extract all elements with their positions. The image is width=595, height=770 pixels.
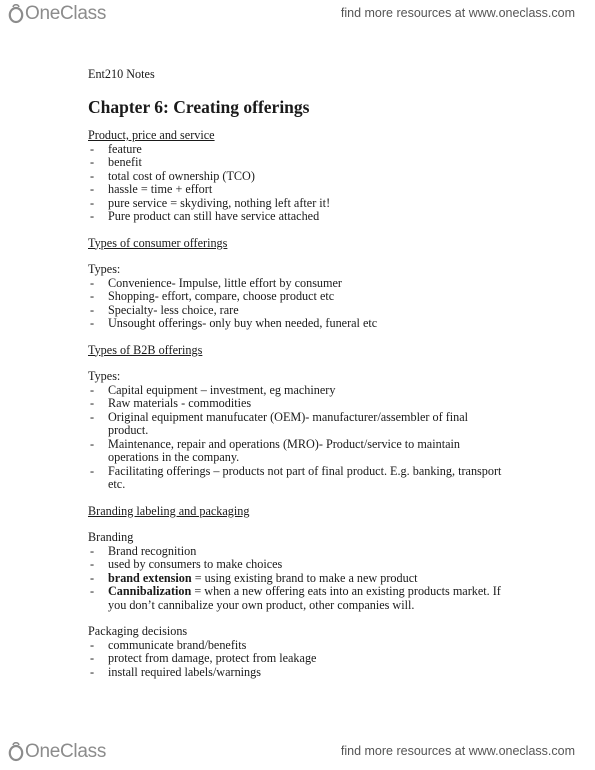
list-item: - Raw materials - commodities — [88, 397, 508, 411]
footer-tagline-link[interactable]: find more resources at www.oneclass.com — [340, 744, 575, 758]
list-item: - Shopping- effort, compare, choose product etc — [88, 290, 508, 304]
list-item: - used by consumers to make choices — [88, 558, 508, 572]
bullet-list — [88, 143, 508, 224]
page-header — [0, 0, 595, 28]
list-item: - Facilitating offerings – products not part of final product. E.g. banking, transport etc. — [88, 465, 508, 492]
list-item: - Capital equipment – investment, eg machinery — [88, 384, 508, 398]
bullet-list — [88, 384, 508, 492]
section-title: Types of consumer offerings — [88, 235, 228, 250]
header-tagline-link[interactable]: find more resources at www.oneclass.com — [340, 6, 575, 20]
list-item — [88, 585, 508, 612]
term-definition: = when a new offering eats into an existing products market. If you don’t cannibalize your own product, other companies will. — [108, 584, 501, 612]
bullet-list — [88, 639, 508, 680]
logo-text: OneClass — [25, 3, 107, 24]
bold-term: Cannibalization — [108, 584, 192, 598]
logo-text: OneClass — [25, 741, 107, 762]
subheading: Types: — [88, 262, 121, 276]
section-product-price-service — [88, 129, 508, 224]
list-item: - benefit — [88, 156, 508, 170]
list-item: - install required labels/warnings — [88, 666, 508, 680]
section-branding-packaging — [88, 505, 508, 680]
subheading: Branding — [88, 530, 134, 544]
section-title: Product, price and service — [88, 128, 215, 142]
course-label: Ent210 Notes — [88, 67, 155, 81]
section-title: Branding labeling and packaging — [88, 503, 250, 518]
subheading: Packaging decisions — [88, 624, 188, 638]
oneclass-logo[interactable] — [8, 3, 106, 25]
oneclass-logo-icon — [8, 4, 24, 24]
term-definition: = using existing brand to make a new product — [191, 570, 418, 585]
list-item: - protect from damage, protect from leakage — [88, 652, 508, 666]
subheading: Types: — [88, 369, 121, 383]
list-item — [88, 572, 508, 586]
list-item: - Maintenance, repair and operations (MRO)- Product/service to maintain operations in the company. — [88, 438, 508, 465]
list-item: - pure service = skydiving, nothing left after it! — [88, 197, 508, 211]
oneclass-logo-icon — [8, 742, 24, 762]
list-item: - Brand recognition — [88, 545, 508, 559]
list-item: - Pure product can still have service attached — [88, 210, 508, 224]
list-item: - Original equipment manufucater (OEM)- manufacturer/assembler of final product. — [88, 411, 508, 438]
document-body — [88, 68, 508, 692]
chapter-title: Chapter 6: Creating offerings — [88, 97, 310, 117]
bullet-list — [88, 277, 508, 331]
bullet-list — [88, 545, 508, 613]
list-item: - hassle = time + effort — [88, 183, 508, 197]
section-title: Types of B2B offerings — [88, 342, 203, 357]
list-item: - communicate brand/benefits — [88, 639, 508, 653]
oneclass-logo[interactable] — [8, 741, 106, 763]
list-item: - Specialty- less choice, rare — [88, 304, 508, 318]
list-item: - total cost of ownership (TCO) — [88, 170, 508, 184]
list-item: - feature — [88, 143, 508, 157]
section-b2b-offerings — [88, 344, 508, 492]
list-item: - Convenience- Impulse, little effort by consumer — [88, 277, 508, 291]
page-footer — [0, 738, 595, 766]
list-item: - Unsought offerings- only buy when needed, funeral etc — [88, 317, 508, 331]
bold-term: brand extension — [108, 570, 192, 585]
section-consumer-offerings — [88, 237, 508, 331]
